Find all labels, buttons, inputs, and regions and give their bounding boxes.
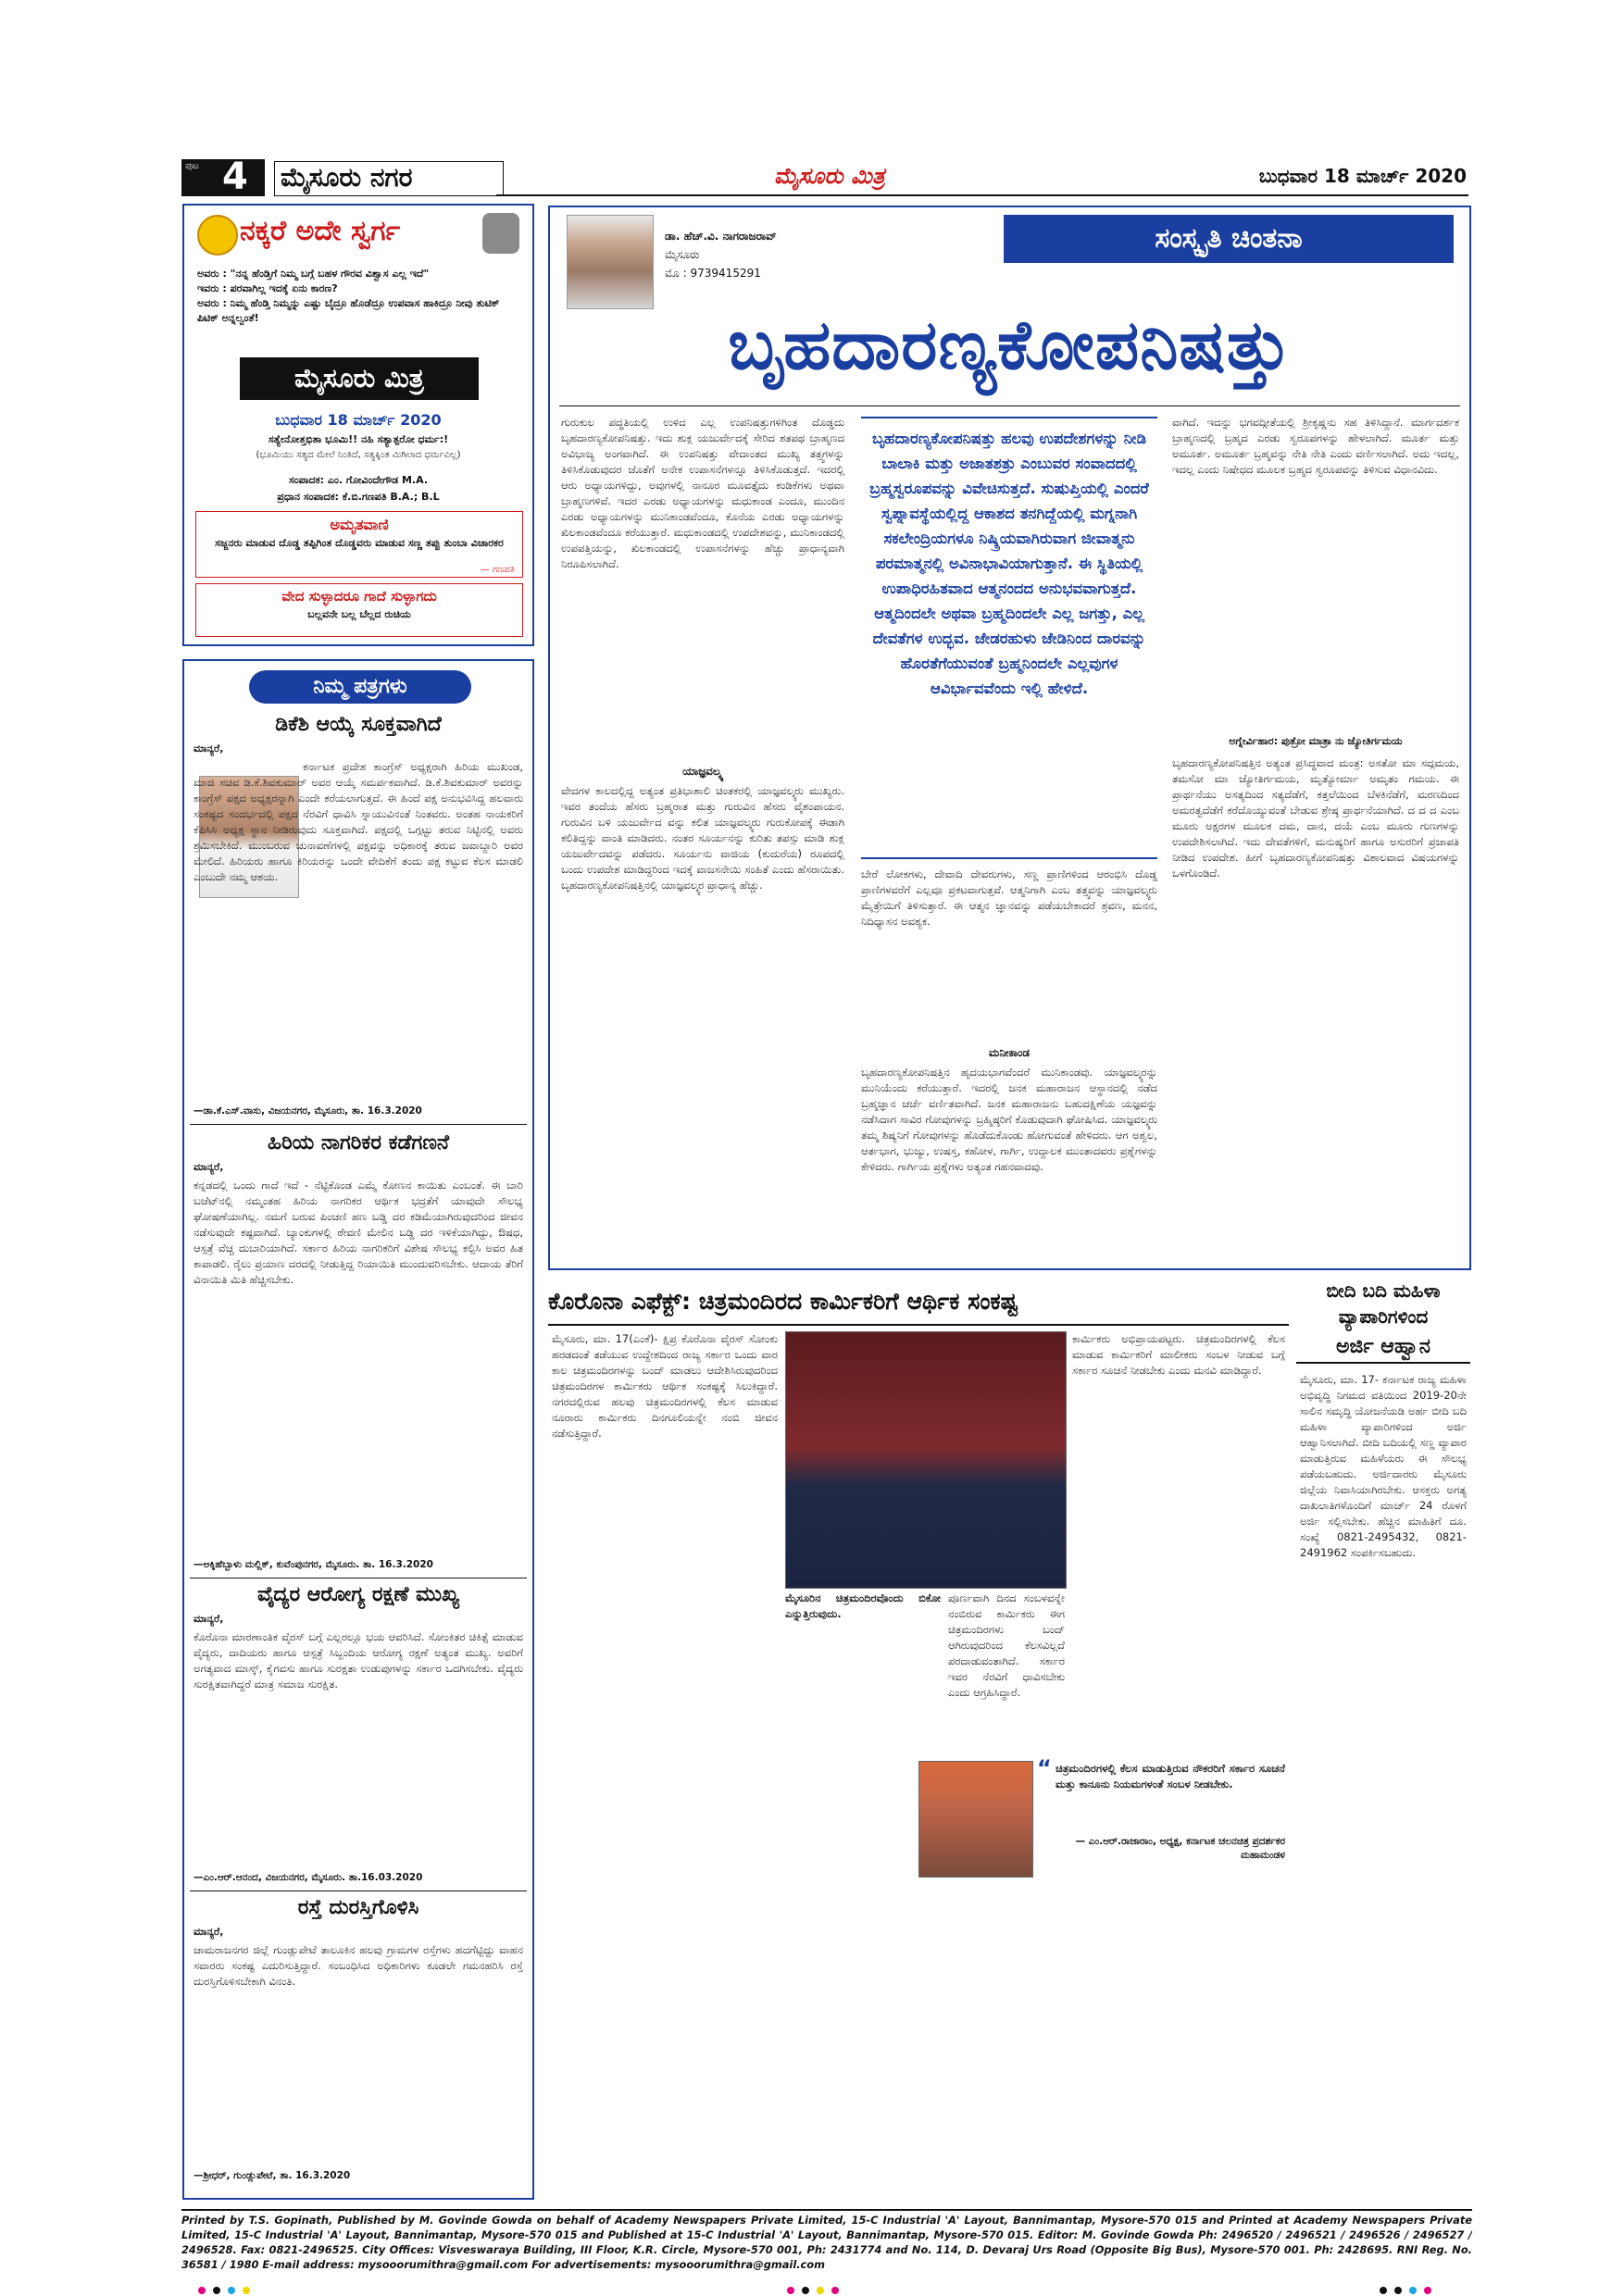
motto-translation: (ಭೂಮಿಯು ಸತ್ಯದ ಮೇಲೆ ನಿಂತಿದೆ, ಸತ್ಯಕ್ಕಿಂತ ಮಿಗಿಲಾದ ಧರ್ಮವಿಲ್ಲ) [256,450,461,460]
dot-icon [1409,2287,1417,2294]
dot-icon [198,2287,206,2294]
imprint: Printed by T.S. Gopinath, Published by M. Govinde Gowda on behalf of Academy Newspapers Private Limited, 15-C Industrial 'A' Layout, Bannimantap, Mysore-570 015 and Printed at Academy Newspapers Private Limited, 15-C Industrial 'A' Layout, Bannimantap, Mysore-570 015 and Published at 15-C Industrial 'A' Layout, Bannimantap, Mysore-570 015. Editor: M. Govinde Gowda Ph: 2496520 / 2496521 / 2496526 / 2496527 / 2496528. Fax: 0821-2496525. City Offices: Visveswaraya Building, III Floor, K.R. Circle, Mysore-570 001, Ph: 2431774 and No. 114, D. Devaraj Urs Road (Opposite Big Bus), Mysore-570 001. Ph: 2428695. RNI Reg. No. 36581 / 1980 E-mail address: mysooorumithra@gmail.com For advertisements: mysooorumithra@gmail.com [181,2214,1472,2271]
series-title: ಸಂಸ್ಕೃತಿ ಚಿಂತನಾ [1155,222,1303,255]
story-headline-2: ವ್ಯಾಪಾರಿಗಳಿಂದ [1338,1305,1429,1328]
subhead: ಮನೀಕಾಂಡ [988,1046,1031,1059]
article-text: ಕಾರ್ಮಿಕರು ಅಭಿಪ್ರಾಯಪಟ್ಟರು. ಚಿತ್ರಮಂದಿರಗಳಲ್ಲಿ ಕೆಲಸ ಮಾಡುವ ಕಾರ್ಮಿಕರಿಗೆ ಮಾಲೀಕರು ಸಂಬಳ ನೀಡುವ ಬಗ್ಗೆ ಸರ್ಕಾರ ಸೂಚನೆ ನೀಡಬೇಕು ಎಂದು ಮನವಿ ಮಾಡಿದ್ದಾರೆ. [1072,1332,1285,1377]
letter-body: ಚಾಮರಾಜನಗರ ಜಿಲ್ಲೆ ಗುಂಡ್ಲುಪೇಟೆ ತಾಲೂಕಿನ ಹಲವು ಗ್ರಾಮಗಳ ರಸ್ತೆಗಳು ಹದಗೆಟ್ಟಿದ್ದು ವಾಹನ ಸವಾರರು ಸಂಕಷ್ಟ ಎದುರಿಸುತ್ತಿದ್ದಾರೆ. ಸಂಬಂಧಿಸಿದ ಅಧಿಕಾರಿಗಳು ಕೂಡಲೇ ಗಮನಹರಿಸಿ ರಸ್ತೆ ದುರಸ್ತಿಗೊಳಿಸಬೇಕಾಗಿ ವಿನಂತಿ. [194,1943,523,1988]
author-photo [567,215,654,309]
letter-title: ರಸ್ತೆ ದುರಸ್ತಿಗೊಳಿಸಿ [297,1896,419,1919]
imprint-rule [181,2209,1472,2211]
article-text: ಬೃಹದಾರಣ್ಯಕೋಪನಿಷತ್ತಿನ ಹೃದಯಭಾಗವೆಂದರೆ ಮುನಿಕಾಂಡವು. ಯಾಜ್ಞವಲ್ಕ್ಯರನ್ನು ಮುನಿಯೆಂದು ಕರೆಯುತ್ತಾರೆ. ಇದರಲ್ಲಿ ಜನಕ ಮಹಾರಾಜನ ಆಸ್ಥಾನದಲ್ಲಿ ನಡೆದ ಬ್ರಹ್ಮಜ್ಞಾನ ಚರ್ಚೆ ವರ್ಣಿತವಾಗಿದೆ. ಜನಕ ಮಹಾರಾಜನು ಬಹುದಕ್ಷಿಣೆಯ ಯಜ್ಞವನ್ನು ನಡೆಸಿದಾಗ ಸಾವಿರ ಗೋವುಗಳನ್ನು ಬ್ರಹ್ಮಿಷ್ಠರಿಗೆ ಕೊಡುವುದಾಗಿ ಘೋಷಿಸಿದ. ಯಾಜ್ಞವಲ್ಕ್ಯರು ತಮ್ಮ ಶಿಷ್ಯನಿಗೆ ಗೋವುಗಳನ್ನು ಹೊಡೆದುಕೊಂಡು ಹೋಗುವಂತೆ ಹೇಳಿದರು. ಆಗ ಅಶ್ವಲ, ಆರ್ತಭಾಗ, ಭುಜ್ಯು, ಉಷಸ್ತ, ಕಹೋಳ, ಗಾರ್ಗಿ, ಉದ್ದಾಲಕ ಮುಂತಾದವರು ಪ್ರಶ್ನೆಗಳನ್ನು ಕೇಳಿದರು. ಗಾರ್ಗಿಯ ಪ್ರಶ್ನೆಗಳು ಅತ್ಯಂತ ಗಹನವಾದವು. [861,1066,1157,1173]
letter-greeting: ಮಾನ್ಯರೆ, [194,1161,224,1173]
series-banner [1004,215,1454,263]
letter-greeting: ಮಾನ್ಯರೆ, [194,1613,224,1625]
letter-title: ಹಿರಿಯ ನಾಗರಿಕರ ಕಡೆಗಣನೆ [267,1131,450,1154]
story-headline-3: ಅರ್ಜಿ ಆಹ್ವಾನ [1296,1335,1470,1364]
letter-signature: —ಎಂ.ಆರ್.ಆನಂದ, ವಿಜಯನಗರ, ಮೈಸೂರು. ತಾ.16.03.2020 [194,1872,423,1883]
pull-quote-top-rule [861,417,1157,418]
author-name: ಡಾ. ಹೆಚ್.ವಿ. ನಾಗರಾಜರಾವ್ [665,230,777,243]
publisher-line: ಪ್ರಧಾನ ಸಂಪಾದಕ: ಕೆ.ಬಿ.ಗಣಪತಿ B.A.; B.L [277,491,440,503]
letter-greeting: ಮಾನ್ಯರೆ, [194,742,224,755]
letters-header [249,670,471,704]
article-text: ಬೇರೆ ಲೋಕಗಳು, ದೇವಾದಿ ದೇವರುಗಳು, ಸಣ್ಣ ಪ್ರಾಣಿಗಳಿಂದ ಆರಂಭಿಸಿ ದೊಡ್ಡ ಪ್ರಾಣಿಗಳವರೆಗೆ ಎಲ್ಲವೂ ಪ್ರಕಟವಾಗುತ್ತವೆ. ಆತ್ಮನಿಗಾಗಿ ಎಂಬ ತತ್ತ್ವವನ್ನು ಯಾಜ್ಞವಲ್ಕ್ಯರು ಮೈತ್ರೇಯಿಗೆ ತಿಳಿಸುತ್ತಾರೆ. ಈ ಆತ್ಮನ ಜ್ಞಾನವನ್ನು ಪಡೆಯಬೇಕಾದರೆ ಶ್ರವಣ, ಮನನ, ನಿದಿಧ್ಯಾಸನ ಅವಶ್ಯಕ. [861,867,1157,928]
logo-text: ಮೈಸೂರು ಮಿತ್ರ [294,363,424,393]
header-date: ಬುಧವಾರ 18 ಮಾರ್ಚ್ 2020 [1258,165,1467,187]
article-headline: ಬೃಹದಾರಣ್ಯಕೋಪನಿಷತ್ತು [728,306,1292,385]
cartoon-icon [482,213,519,254]
amrutavani-box [195,511,523,578]
photo-caption: ಮೈಸೂರಿನ ಚಿತ್ರಮಂದಿರವೊಂದು ಬಿಕೋ ಎನ್ನುತ್ತಿರುವುದು. [785,1591,941,1620]
humor-lines [197,267,521,326]
laughing-emoji-icon [197,215,238,256]
dot-icon [243,2287,250,2294]
page-number: 4 [222,156,248,198]
letter-body: ಕೊರೊನಾ ಮಾರಣಾಂತಿಕ ವೈರಸ್ ಬಗ್ಗೆ ಎಲ್ಲರಲ್ಲೂ ಭಯ ಆವರಿಸಿದೆ. ಸೋಂಕಿತರ ಚಿಕಿತ್ಸೆ ಮಾಡುವ ವೈದ್ಯರು, ದಾದಿಯರು ಹಾಗೂ ಆಸ್ಪತ್ರೆ ಸಿಬ್ಬಂದಿಯ ಆರೋಗ್ಯ ರಕ್ಷಣೆ ಅತ್ಯಂತ ಮುಖ್ಯ. ಅವರಿಗೆ ಅಗತ್ಯವಾದ ಮಾಸ್ಕ್, ಕೈಗವಸು ಹಾಗೂ ಸುರಕ್ಷತಾ ಉಡುಪುಗಳನ್ನು ಸರ್ಕಾರ ಒದಗಿಸಬೇಕು. ವೈದ್ಯರು ಸುರಕ್ಷಿತವಾಗಿದ್ದರೆ ಮಾತ್ರ ಸಮಾಜ ಸುರಕ್ಷಿತ. [194,1630,523,1691]
author-mobile: ಮೊ : 9739415291 [665,267,761,280]
humor-line: ಅವರು : "ನನ್ನ ಹೆಂಡ್ತಿಗೆ ನಿಮ್ಮ ಬಗ್ಗೆ ಬಹಳ ಗೌರವ ವಿಶ್ವಾಸ ಎಲ್ಲ ಇದೆ" [197,268,430,280]
column-article [548,206,1471,1270]
subhead: ಯಾಜ್ಞವಲ್ಕ್ಯ [682,765,723,778]
logo-banner [240,357,479,400]
humor-title: ನಕ್ಕರೆ ಅದೇ ಸ್ವರ್ಗ [240,215,401,247]
amrutavani-title: ಅಮೃತವಾಣಿ [330,516,389,533]
dot-icon [1394,2287,1402,2294]
dot-icon [213,2287,220,2294]
author-city: ಮೈಸೂರು [665,248,700,261]
dot-icon [817,2287,824,2294]
registration-marks-right [1380,2287,1454,2294]
humor-line: ಅವರು : ನಿಮ್ಮ ಹೆಂಡ್ತಿ ನಿಮ್ಮನ್ನು ಎಷ್ಟು ಬೈದ್ರೂ ಹೊಡೆದ್ರೂ ಉಪವಾಸ ಹಾಕಿದ್ರೂ ನೀವು ತುಟಿಕ್ ಪಿಟಿಕ್ ಅನ್ನಲ್ವಂತೆ! [197,297,500,324]
page-number-badge [181,156,265,198]
paper-logo: ಮೈಸೂರು ಮಿತ್ರ [774,163,885,189]
quote-author: — ಎಂ.ಆರ್.ರಾಜಾರಾಂ, ಅಧ್ಯಕ್ಷ, ಕರ್ನಾಟಕ ಚಲನಚಿತ್ರ ಪ್ರದರ್ಶಕರ ಮಹಾಮಂಡಳ [1075,1836,1285,1861]
article-text: ಮೈಸೂರು, ಮಾ. 17(ಎಂಕೆ)- ಕ್ಷಿಪ್ರ ಕೊರೊನಾ ವೈರಸ್ ಸೋಂಕು ಹರಡದಂತೆ ತಡೆಯುವ ಉದ್ದೇಶದಿಂದ ರಾಜ್ಯ ಸರ್ಕಾರ ಒಂದು ವಾರ ಕಾಲ ಚಿತ್ರಮಂದಿರಗಳನ್ನು ಬಂದ್ ಮಾಡಲು ಆದೇಶಿಸಿರುವುದರಿಂದ ಚಿತ್ರಮಂದಿರಗಳ ಕಾರ್ಮಿಕರು ಆರ್ಥಿಕ ಸಂಕಷ್ಟಕ್ಕೆ ಸಿಲುಕಿದ್ದಾರೆ. ನಗರದಲ್ಲಿರುವ ಹಲವು ಚಿತ್ರಮಂದಿರಗಳಲ್ಲಿ ಕೆಲಸ ಮಾಡುವ ನೂರಾರು ಕಾರ್ಮಿಕರು ದಿನಗೂಲಿಯನ್ನೇ ನಂಬಿ ಜೀವನ ನಡೆಸುತ್ತಿದ್ದಾರೆ. [552,1332,778,1440]
dot-icon [831,2287,839,2294]
article-text: ವೇದಗಳ ಕಾಲದಲ್ಲಿದ್ದ ಅತ್ಯಂತ ಪ್ರತಿಭಾಶಾಲಿ ಚಿಂತಕರಲ್ಲಿ ಯಾಜ್ಞವಲ್ಕ್ಯರು ಮುಖ್ಯರು. ಇವರ ತಂದೆಯ ಹೆಸರು ಬ್ರಹ್ಮರಾತ ಮತ್ತು ಗುರುವಿನ ಹೆಸರು ವೈಶಂಪಾಯನ. ಗುರುವಿನ ಬಳಿ ಯಜುರ್ವೇದ ವನ್ನು ಕಲಿತ ಯಾಜ್ಞವಲ್ಕ್ಯರು ಗುರುಕೋಪಕ್ಕೆ ಈಡಾಗಿ ಕಲಿತಿದ್ದನ್ನು ವಾಂತಿ ಮಾಡಿದರು. ನಂತರ ಸೂರ್ಯನನ್ನು ಕುರಿತು ತಪಸ್ಸು ಮಾಡಿ ಶುಕ್ಲ ಯಜುರ್ವೇದವನ್ನು ಪಡೆದರು. ಸೂರ್ಯನು ವಾಜಿಯ (ಕುದುರೆಯ) ರೂಪದಲ್ಲಿ ಬಂದು ಉಪದೇಶ ಮಾಡಿದ್ದರಿಂದ ಇದಕ್ಕೆ ವಾಜಸನೇಯಿ ಸಂಹಿತೆ ಎಂದು ಹೆಸರಾಯಿತು. ಬೃಹದಾರಣ್ಯಕೋಪನಿಷತ್ತಿನಲ್ಲಿ ಯಾಜ್ಞವಲ್ಕ್ಯರ ಪ್ರಾಧಾನ್ಯ ಹೆಚ್ಚು. [561,784,844,892]
article-text: ಗುರುಕುಲ ಪದ್ಧತಿಯಲ್ಲಿ ಉಳಿದ ಎಲ್ಲ ಉಪನಿಷತ್ತುಗಳಿಗಿಂತ ದೊಡ್ಡದು ಬೃಹದಾರಣ್ಯಕೋಪನಿಷತ್ತು. ಇದು ಶುಕ್ಲ ಯಜುರ್ವೇದಕ್ಕೆ ಸೇರಿದ ಶತಪಥ ಬ್ರಾಹ್ಮಣದ ಅವಿಭಾಜ್ಯ ಅಂಗವಾಗಿದೆ. ಈ ಉಪನಿಷತ್ತು ವೇದಾಂತದ ಮುಖ್ಯ ತತ್ತ್ವಗಳನ್ನು ತಿಳಿಸಿಕೊಡುವುದರ ಜೊತೆಗೆ ಅನೇಕ ಉಪಾಸನೆಗಳನ್ನೂ ತಿಳಿಸಿಕೊಡುತ್ತದೆ. ಇದರಲ್ಲಿ ಆರು ಅಧ್ಯಾಯಗಳಿದ್ದು, ಅವುಗಳಲ್ಲಿ ನಾನೂರ ಮೂವತ್ತೈದು ಕಂಡಿಕೆಗಳು ಅಥವಾ ಬ್ರಾಹ್ಮಣಗಳಿವೆ. ಇದರ ಎರಡು ಅಧ್ಯಾಯಗಳನ್ನು ಮಧುಕಾಂಡ ಎಂದೂ, ಮುಂದಿನ ಎರಡು ಅಧ್ಯಾಯಗಳನ್ನು ಮುನಿಕಾಂಡವೆಂದೂ, ಕೊನೆಯ ಎರಡು ಅಧ್ಯಾಯಗಳನ್ನು ಖಿಲಕಾಂಡವೆಂದೂ ಕರೆಯುತ್ತಾರೆ. ಮಧುಕಾಂಡದಲ್ಲಿ ಉಪದೇಶವನ್ನು, ಮುನಿಕಾಂಡದಲ್ಲಿ ಉಪಪತ್ತಿಯನ್ನು, ಖಿಲಕಾಂಡದಲ್ಲಿ ಉಪಾಸನೆಗಳನ್ನು ಹೆಚ್ಚು ಪ್ರಾಧಾನ್ಯವಾಗಿ ನಿರೂಪಿಸಲಾಗಿದೆ. [561,416,844,570]
humor-line: ಇವರು : ಪರವಾಗಿಲ್ಲ ಇದಕ್ಕೆ ಏನು ಕಾರಣ? [197,282,338,294]
pull-quote: ಬೃಹದಾರಣ್ಯಕೋಪನಿಷತ್ತು ಹಲವು ಉಪದೇಶಗಳನ್ನು ನೀಡಿ ಬಾಲಾಕಿ ಮತ್ತು ಅಜಾತಶತ್ರು ಎಂಬುವರ ಸಂವಾದದಲ್ಲಿ ಬ್ರಹ್ಮಸ್ವರೂಪವನ್ನು ವಿವೇಚಿಸುತ್ತದೆ. ಸುಷುಪ್ತಿಯಲ್ಲಿ ಎಂದರೆ ಸ್ವಪ್ನಾವಸ್ಥೆಯಲ್ಲಿದ್ದ ಆಕಾಶದ ತನಗಿದ್ದೆಯಲ್ಲಿ ಮಗ್ನನಾಗಿ ಸಕಲೇಂದ್ರಿಯಗಳೂ ನಿಷ್ಕ್ರಿಯವಾಗಿರುವಾಗ ಜೀವಾತ್ಮನು ಪರಮಾತ್ಮನಲ್ಲಿ ಅವಿನಾಭಾವಿಯಾಗುತ್ತಾನೆ. ಈ ಸ್ಥಿತಿಯಲ್ಲಿ ಉಪಾಧಿರಹಿತವಾದ ಆತ್ಮನಂದದ ಅನುಭವವಾಗುತ್ತದೆ. ಆತ್ಮದಿಂದಲೇ ಅಥವಾ ಬ್ರಹ್ಮದಿಂದಲೇ ಎಲ್ಲ ಜಗತ್ತು, ಎಲ್ಲ ದೇವತೆಗಳ ಉದ್ಭವ. ಜೇಡರಹುಳು ಜೇಡಿನಿಂದ ದಾರವನ್ನು ಹೊರತೆಗೆಯುವಂತೆ ಬ್ರಹ್ಮನಿಂದಲೇ ಎಲ್ಲವುಗಳ ಆವಿರ್ಭಾವವೆಂದು ಇಲ್ಲಿ ಹೇಳಿದೆ. [869,430,1149,697]
dot-icon [1380,2287,1387,2294]
story-headline-1: ಬೀದಿ ಬದಿ ಮಹಿಳಾ [1326,1279,1441,1302]
letter-title: ಡಿಕೆಶಿ ಆಯ್ಕೆ ಸೂಕ್ತವಾಗಿದೆ [275,713,442,736]
letters-header-text: ನಿಮ್ಮ ಪತ್ರಗಳು [313,675,407,698]
humor-box [182,204,534,646]
proverb-title: ವೇದ ಸುಳ್ಳಾದರೂ ಗಾದೆ ಸುಳ್ಳಾಗದು [281,588,437,605]
amrutavani-text: ಸಜ್ಜನರು ಮಾಡುವ ದೊಡ್ಡ ತಪ್ಪಿಗಿಂತ ದೊಡ್ಡವರು ಮಾಡುವ ಸಣ್ಣ ತಪ್ಪು ತುಂಬಾ ವಿಚಾರಕರ [215,537,504,549]
divider [190,1124,527,1125]
dot-icon [787,2287,794,2294]
article-text: ಪೂರ್ಣವಾಗಿ ದಿನದ ಸಂಬಳವನ್ನೇ ನಂಬಿರುವ ಕಾರ್ಮಿಕರು ಈಗ ಚಿತ್ರಮಂದಿರಗಳು ಬಂದ್ ಆಗಿರುವುದರಿಂದ ಕೆಲಸವಿಲ್ಲದೆ ಪರದಾಡುವಂತಾಗಿದೆ. ಸರ್ಕಾರ ಇವರ ನೆರವಿಗೆ ಧಾವಿಸಬೇಕು ಎಂದು ಆಗ್ರಹಿಸಿದ್ದಾರೆ. [948,1591,1065,1699]
letter-body: ಕನ್ನಡದಲ್ಲಿ ಒಂದು ಗಾದೆ ಇದೆ - ನೆಟ್ಟಿಕೊಂಡ ಎಮ್ಮೆ ಕೋಣನ ಕಾಯಿತು ಎಂಬಂತೆ. ಈ ಬಾರಿ ಬಜೆಟ್‌ನಲ್ಲಿ ನಮ್ಮಂತಹ ಹಿರಿಯ ನಾಗರಿಕರ ಆರ್ಥಿಕ ಭದ್ರತೆಗೆ ಯಾವುದೇ ಸೌಲಭ್ಯ ಘೋಷಣೆಯಾಗಿಲ್ಲ. ನಮಗೆ ಬರುವ ಪಿಂಚಣಿ ಹಣ ಬಡ್ಡಿ ದರ ಕಡಿಮೆಯಾಗಿರುವುದರಿಂದ ಜೀವನ ನಡೆಸುವುದೇ ಕಷ್ಟವಾಗಿದೆ. ಬ್ಯಾಂಕುಗಳಲ್ಲಿ ಠೇವಣಿ ಮೇಲಿನ ಬಡ್ಡಿ ದರ ಇಳಿಕೆಯಾಗಿದ್ದು, ಔಷಧ, ಆಸ್ಪತ್ರೆ ವೆಚ್ಚ ದುಬಾರಿಯಾಗಿದೆ. ಸರ್ಕಾರ ಹಿರಿಯ ನಾಗರಿಕರಿಗೆ ವಿಶೇಷ ಸೌಲಭ್ಯ ಕಲ್ಪಿಸಿ ಅವರ ಹಿತ ಕಾಪಾಡಲಿ. ರೈಲು ಪ್ರಯಾಣ ದರದಲ್ಲಿ ನೀಡುತ್ತಿದ್ದ ರಿಯಾಯಿತಿ ಮುಂದುವರಿಸಬೇಕು. ಆದಾಯ ತೆರಿಗೆ ವಿನಾಯಿತಿ ಮಿತಿ ಹೆಚ್ಚಿಸಬೇಕು. [194,1179,523,1286]
motto: ಸತ್ಯೇನೋತ್ತಭಿತಾ ಭೂಮಿ!! ನಹಿ ಸತ್ಯಾತ್ಪರೋ ಧರ್ಮ:! [268,433,449,445]
article-text: ವಾಗಿದೆ. ಇದನ್ನು ಭಗವದ್ಗೀತೆಯಲ್ಲಿ ಶ್ರೀಕೃಷ್ಣನು ಸಹ ತಿಳಿಸಿದ್ದಾನೆ. ಮಾರ್ಗದರ್ಶಕ ಬ್ರಾಹ್ಮಣದಲ್ಲಿ ಬ್ರಹ್ಮದ ಎರಡು ಸ್ವರೂಪಗಳನ್ನು ಹೇಳಲಾಗಿದೆ. ಮೂರ್ತ ಮತ್ತು ಅಮೂರ್ತ. ಅಮೂರ್ತ ಬ್ರಹ್ಮವನ್ನು ನೇತಿ ನೇತಿ ಎಂದು ವರ್ಣಿಸಲಾಗಿದೆ. ಅದು ಇದಲ್ಲ, ಇದಲ್ಲ ಎಂದು ನಿಷೇಧದ ಮೂಲಕ ಬ್ರಹ್ಮದ ಸ್ವರೂಪವನ್ನು ತಿಳಿಸುವ ವಿಧಾನವಿದು. [1172,416,1459,476]
subhead: ಅಗ್ನೇರ್ವಿಹಾರ: ಪುತ್ರೋ ಮಾತ್ರಾ ನು ಜ್ಯೋತಿರ್ಗಮಯ [1229,735,1403,747]
divider [190,1890,527,1891]
article-text: ಬೃಹದಾರಣ್ಯಕೋಪನಿಷತ್ತಿನ ಅತ್ಯಂತ ಪ್ರಸಿದ್ಧವಾದ ಮಂತ್ರ: ಅಸತೋ ಮಾ ಸದ್ಗಮಯ, ತಮಸೋ ಮಾ ಜ್ಯೋತಿರ್ಗಮಯ, ಮೃತ್ಯೋರ್ಮಾ ಅಮೃತಂ ಗಮಯ. ಈ ಪ್ರಾರ್ಥನೆಯು ಅಸತ್ಯದಿಂದ ಸತ್ಯದೆಡೆಗೆ, ಕತ್ತಲೆಯಿಂದ ಬೆಳಕಿನೆಡೆಗೆ, ಮರಣದಿಂದ ಅಮರತ್ವದೆಡೆಗೆ ಕರೆದೊಯ್ಯುವಂತೆ ಬೇಡುವ ಶ್ರೇಷ್ಠ ಪ್ರಾರ್ಥನೆಯಾಗಿದೆ. ದ ದ ದ ಎಂಬ ಮೂರು ಅಕ್ಷರಗಳ ಮೂಲಕ ದಮ, ದಾನ, ದಯೆ ಎಂಬ ಮೂರು ಗುಣಗಳನ್ನು ಉಪದೇಶಿಸಲಾಗಿದೆ. ಇದು ದೇವತೆಗಳಿಗೆ, ಮನುಷ್ಯರಿಗೆ ಹಾಗೂ ಅಸುರರಿಗೆ ಪ್ರಜಾಪತಿ ನೀಡಿದ ಉಪದೇಶ. ಹೀಗೆ ಬೃಹದಾರಣ್ಯಕೋಪನಿಷತ್ತು ವಿಶಾಲವಾದ ವಿಷಯಗಳನ್ನು ಒಳಗೊಂಡಿದೆ. [1172,756,1459,880]
letter-title: ವೈದ್ಯರ ಆರೋಗ್ಯ ರಕ್ಷಣೆ ಮುಖ್ಯ [256,1583,460,1606]
dot-icon [1424,2287,1431,2294]
women-vendors-story [1296,1279,1470,2202]
letter-signature: —ಶ್ರೀಧರ್, ಗುಂಡ್ಲುಪೇಟೆ, ತಾ. 16.3.2020 [194,2170,351,2181]
amrutavani-author: — ಗಣಪತಿ [480,565,515,575]
letter-greeting: ಮಾನ್ಯರೆ, [194,1926,224,1938]
letter-signature: —ಡಾ.ಕೆ.ಎಸ್.ವಾಸು, ವಿಜಯನಗರ, ಮೈಸೂರು, ತಾ. 16.3.2020 [194,1105,422,1117]
cinema-story [548,1279,1289,2202]
dot-icon [802,2287,809,2294]
article-text: ಮೈಸೂರು, ಮಾ. 17- ಕರ್ನಾಟಕ ರಾಜ್ಯ ಮಹಿಳಾ ಅಭಿವೃದ್ಧಿ ನಿಗಮದ ವತಿಯಿಂದ 2019-20ನೇ ಸಾಲಿನ ಸಮೃದ್ಧಿ ಯೋಜನೆಯಡಿ ಅರ್ಹ ಬೀದಿ ಬದಿ ಮಹಿಳಾ ವ್ಯಾಪಾರಿಗಳಿಂದ ಅರ್ಜಿ ಆಹ್ವಾನಿಸಲಾಗಿದೆ. ಬೀದಿ ಬದಿಯಲ್ಲಿ ಸಣ್ಣ ವ್ಯಾಪಾರ ಮಾಡುತ್ತಿರುವ ಮಹಿಳೆಯರು ಈ ಸೌಲಭ್ಯ ಪಡೆಯಬಹುದು. ಅರ್ಜಿದಾರರು ಮೈಸೂರು ಜಿಲ್ಲೆಯ ನಿವಾಸಿಯಾಗಿರಬೇಕು. ಆಸಕ್ತರು ಅಗತ್ಯ ದಾಖಲಾತಿಗಳೊಂದಿಗೆ ಮಾರ್ಚ್ 24 ರೊಳಗೆ ಅರ್ಜಿ ಸಲ್ಲಿಸಬೇಕು. ಹೆಚ್ಚಿನ ಮಾಹಿತಿಗೆ ದೂ. ಸಂಖ್ಯೆ 0821-2495432, 0821-2491962 ಸಂಪರ್ಕಿಸಬಹುದು. [1300,1373,1467,1559]
section-name: ಮೈಸೂರು ನಗರ [274,161,504,196]
page-label: ಪುಟ [185,161,199,171]
letter-body: ಕರ್ನಾಟಕ ಪ್ರದೇಶ ಕಾಂಗ್ರೆಸ್ ಅಧ್ಯಕ್ಷರಾಗಿ ಹಿರಿಯ ಮುಖಂಡ, ಮಾಜಿ ಸಚಿವ ಡಿ.ಕೆ.ಶಿವಕುಮಾರ್ ಅವರ ಆಯ್ಕೆ ಸಮರ್ಪಕವಾಗಿದೆ. ಡಿ.ಕೆ.ಶಿವಕುಮಾರ್ ಅವರನ್ನು ಕಾಂಗ್ರೆಸ್ ಪಕ್ಷದ ಅಧ್ಯಕ್ಷರನ್ನಾಗಿ ಎಂದೇ ಕರೆಯಲಾಗುತ್ತದೆ. ಈ ಹಿಂದೆ ಪಕ್ಷ ಅನುಭವಿಸಿದ್ದ ಹಲವಾರು ಸಂಕಷ್ಟದ ಸಂದರ್ಭದಲ್ಲಿ ಪಕ್ಷದ ನೆರವಿಗೆ ಧಾವಿಸಿ ಸ್ನಾಯುವಿನಂತೆ ನಿಂತವರು. ಅಂತಹ ನಾಯಕರಿಗೆ ಕೆಪಿಸಿಸಿ ಅಧ್ಯಕ್ಷ ಸ್ಥಾನ ನೀಡಿರುವುದು ಸೂಕ್ತವಾಗಿದೆ. ಪಕ್ಷದಲ್ಲಿ ಒಗ್ಗಟ್ಟು ತರುವ ನಿಟ್ಟಿನಲ್ಲಿ ಅವರು ಶ್ರಮಿಸಬೇಕಿದೆ. ಮುಂಬರುವ ಚುನಾವಣೆಗಳಲ್ಲಿ ಪಕ್ಷವನ್ನು ಅಧಿಕಾರಕ್ಕೆ ತರುವ ಜವಾಬ್ದಾರಿ ಅವರ ಮೇಲಿದೆ. ಹಿರಿಯರು ಹಾಗೂ ಕಿರಿಯರನ್ನು ಒಂದೇ ವೇದಿಕೆಗೆ ತಂದು ಪಕ್ಷ ಕಟ್ಟುವ ಕೆಲಸ ಮಾಡಲಿ ಎಂಬುದೇ ನಮ್ಮ ಆಶಯ. [194,760,523,883]
info-date: ಬುಧವಾರ 18 ಮಾರ್ಚ್ 2020 [275,411,442,429]
quote-mark-icon: “ [1037,1755,1052,1781]
registration-marks-left [198,2287,272,2294]
rajaram-photo [918,1761,1033,1878]
pull-quote-bottom-rule [861,857,1157,859]
letter-signature: —ಅಕ್ಕಿಹೆಬ್ಬಾಳು ಮಲ್ಲಿಕ್, ಕುವೆಂಪುನಗರ, ಮೈಸೂರು. ತಾ. 16.3.2020 [194,1559,433,1570]
theatre-photo [785,1331,1067,1589]
cinema-headline: ಕೊರೊನಾ ಎಫೆಕ್ಟ್: ಚಿತ್ರಮಂದಿರದ ಕಾರ್ಮಿಕರಿಗೆ ಆರ್ಥಿಕ ಸಂಕಷ್ಟ [548,1279,1289,1326]
quote-text: ಚಿತ್ರಮಂದಿರಗಳಲ್ಲಿ ಕೆಲಸ ಮಾಡುತ್ತಿರುವ ನೌಕರರಿಗೆ ಸರ್ಕಾರ ಸೂಚನೆ ಮತ್ತು ಕಾನೂನು ನಿಯಮಗಳಂತೆ ಸಂಬಳ ನೀಡಬೇಕು. [1056,1762,1285,1791]
letters-box [182,659,534,2200]
page-header [181,156,1468,198]
proverb-text: ಬಲ್ಲವನೇ ಬಲ್ಲ ಬೆಲ್ಲದ ರುಚಿಯ [307,608,411,620]
header-rule [496,194,1468,196]
editor-line: ಸಂಪಾದಕ: ಎಂ. ಗೋವಿಂದೇಗೌಡ M.A. [288,474,429,486]
dot-icon [228,2287,235,2294]
registration-marks-center [787,2287,861,2294]
proverb-box [195,583,523,637]
